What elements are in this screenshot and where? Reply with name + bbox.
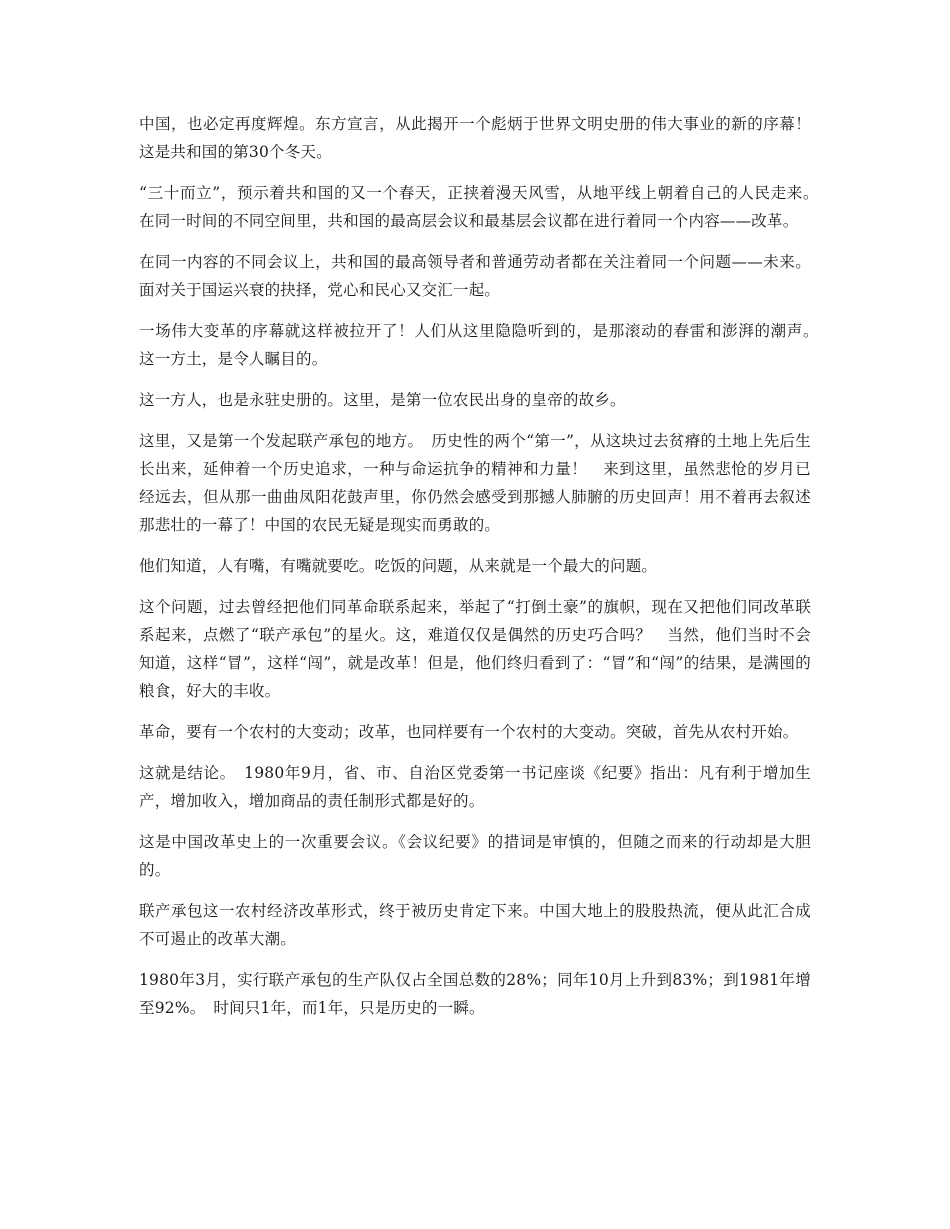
paragraph-6: 这里，又是第一个发起联产承包的地方。 历史性的两个“第一”，从这块过去贫瘠的土地上先后生长出来，延伸着一个历史追求，一种与命运抗争的精神和力量！ 来到这里，虽然悲怆的岁月已经远去，但从那一曲曲凤阳花鼓声里，你仍然会感受到那撼人肺腑的历史回声！用不着再去叙述那悲壮的一幕了！中国的农民无疑是现实而勇敢的。 bbox=[139, 432, 811, 534]
paragraph-4: 一场伟大变革的序幕就这样被拉开了！人们从这里隐隐听到的，是那滚动的春雷和澎湃的潮声。 这一方土，是令人瞩目的。 bbox=[139, 322, 827, 368]
paragraph-1: 中国，也必定再度辉煌。东方宣言，从此揭开一个彪炳于世界文明史册的伟大事业的新的序幕！ 这是共和国的第30个冬天。 bbox=[139, 115, 827, 161]
paragraph-12: 联产承包这一农村经济改革形式，终于被历史肯定下来。中国大地上的股股热流，便从此汇合成不可遏止的改革大潮。 bbox=[139, 902, 811, 948]
paragraph-5: 这一方人，也是永驻史册的。这里，是第一位农民出身的皇帝的故乡。 bbox=[139, 391, 626, 409]
paragraph-3: 在同一内容的不同会议上，共和国的最高领导者和普通劳动者都在关注着同一个问题——未来。面对关于国运兴衰的抉择，党心和民心又交汇一起。 bbox=[139, 253, 811, 299]
paragraph-11: 这是中国改革史上的一次重要会议。《会议纪要》的措词是审慎的，但随之而来的行动却是大胆的。 bbox=[139, 833, 811, 879]
document-body bbox=[139, 110, 827, 1035]
paragraph-8: 这个问题，过去曾经把他们同革命联系起来，举起了“打倒土豪”的旗帜，现在又把他们同改革联系起来，点燃了“联产承包”的星火。这，难道仅仅是偶然的历史巧合吗？ 当然，他们当时不会知道，这样“冒”，这样“闯”，就是改革！但是，他们终归看到了：“冒”和“闯”的结果，是满囤的粮食，好大的丰收。 bbox=[139, 598, 811, 700]
paragraph-10: 这就是结论。 1980年9月，省、市、自治区党委第一书记座谈《纪要》指出：凡有利于增加生产，增加收入，增加商品的责任制形式都是好的。 bbox=[139, 764, 811, 810]
paragraph-7: 他们知道，人有嘴，有嘴就要吃。吃饭的问题，从来就是一个最大的问题。 bbox=[139, 557, 658, 575]
paragraph-9: 革命，要有一个农村的大变动；改革，也同样要有一个农村的大变动。突破，首先从农村开始。 bbox=[139, 723, 799, 741]
paragraph-2: “三十而立”，预示着共和国的又一个春天，正挟着漫天风雪，从地平线上朝着自己的人民走来。 在同一时间的不同空间里，共和国的最高层会议和最基层会议都在进行着同一个内容——改革。 bbox=[139, 184, 827, 230]
paragraph-13: 1980年3月，实行联产承包的生产队仅占全国总数的28%；同年10月上升到83%；到1981年增至92%。 时间只1年，而1年，只是历史的一瞬。 bbox=[139, 971, 811, 1017]
